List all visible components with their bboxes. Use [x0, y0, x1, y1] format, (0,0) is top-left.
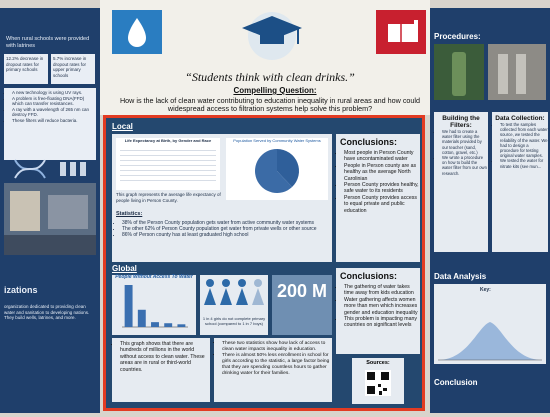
stat-box-1	[4, 54, 48, 84]
dna-icon	[10, 158, 90, 180]
global-right-text-box	[214, 338, 332, 402]
local-conclusions	[336, 134, 420, 262]
icons-caption: 1 in 4 girls do not complete primary school (compared to 1 in 7 boys)	[202, 316, 266, 326]
left-bullet: • A ray with a wavelength of 265 nm can destroy FFD.	[12, 107, 96, 118]
left-bullet: • These filters will reduce bacteria.	[12, 118, 96, 124]
left-bullet: • A problem is free-floating DNA(FFD) which can transfer resistances.	[12, 96, 96, 107]
right-poster-panel	[430, 8, 550, 413]
left-heading: When rural schools were provided with latrines	[6, 36, 90, 49]
sdg-education-logo	[376, 10, 426, 54]
data-collection-title: Data Collection:	[495, 115, 545, 122]
table-title: Life Expectancy at Birth, by Gender and Race	[124, 138, 212, 143]
girls-icons-box	[200, 275, 268, 335]
life-expectancy-table	[116, 138, 220, 190]
bar-chart-box	[112, 275, 196, 335]
left-bottom-heading: izations	[4, 285, 38, 295]
global-point: • These two statistics show how lack of access to clean water impacts inequality in education.	[222, 341, 332, 353]
conclusion-item: • Person County provides healthy, safe water to its residents	[344, 182, 420, 195]
building-filters-box	[434, 112, 488, 252]
sources-box	[352, 358, 404, 404]
building-step: • We wrote a procedure on how to build the water filter from our own research.	[442, 155, 488, 176]
conclusion-item: • Person County provides access to equal private and public education	[344, 195, 420, 214]
pie-chart	[226, 144, 328, 198]
conclusion-item: • Water gathering affects women more than men which increases gender and education inequality	[344, 297, 420, 316]
data-analysis-title: Data Analysis	[434, 272, 487, 281]
sources-title: Sources:	[366, 360, 390, 366]
table-grid	[120, 146, 216, 184]
building-title: Building the Filters:	[442, 115, 480, 129]
global-header: Global	[112, 264, 137, 273]
bar	[138, 309, 146, 326]
bar	[125, 285, 133, 327]
big-number-box	[272, 275, 332, 335]
local-header: Local	[112, 122, 133, 131]
building-step: • We had to create a water filter using the materials provided by our teacher (sand, cotton, gravel, etc.)	[442, 129, 488, 155]
compelling-question-text: How is the lack of clean water contributing to education inequality in rural areas and how could widespread access to filtration systems help solve this problem?	[119, 96, 421, 114]
analysis-chart-box	[434, 284, 546, 364]
people-icons	[200, 275, 268, 311]
pie-title: Population Served by Community Water Systems	[233, 138, 321, 143]
global-left-text: • This graph shows that there are hundreds of millions in the world without access to clean water. These areas are in rural or third-world countries.	[120, 341, 210, 373]
main-poster	[103, 115, 425, 411]
local-conclusions-title: Conclusions:	[340, 137, 398, 147]
sdg-water-logo	[112, 10, 162, 54]
conclusion-item: • The gathering of water takes time away from kids education	[344, 284, 420, 297]
global-left-text-box	[112, 338, 210, 402]
data-step: • We tested the water for nitrate kits (see mun...	[500, 158, 548, 168]
bar	[151, 322, 159, 327]
stat-item: • 86% of Person county has at least graduated high school	[122, 232, 334, 238]
conclusion-title: Conclusion	[434, 378, 478, 387]
global-conclusions	[336, 268, 420, 354]
data-collection-box	[492, 112, 548, 252]
left-bullet: • A new technology is using UV rays.	[12, 90, 96, 96]
book-pencil-icon	[376, 10, 426, 54]
bar-chart-title: People Without Access To Water	[115, 274, 193, 280]
filter-photo-1	[434, 44, 484, 100]
table-caption: This graph represents the average life expectancy of people living in Person County.	[116, 192, 221, 203]
left-poster-panel	[0, 8, 100, 413]
water-drop-icon	[112, 10, 162, 54]
data-step: • To test the samples collected from each water source, we tested the reliability of the water. We had to design a procedure for testing original water samples.	[500, 122, 548, 158]
classroom-photo	[4, 183, 96, 255]
conclusion-item: • Most people in Person County have uncontaminated water	[344, 150, 420, 163]
bar	[177, 324, 185, 327]
graduation-cap-icon	[232, 6, 312, 62]
conclusion-item: • People in Person county are as healthy as the average North Carolinian	[344, 163, 420, 182]
qr-code-icon	[352, 366, 404, 402]
stat-item: • 38% of the Person County population gets water from active community water systems	[122, 220, 334, 226]
stat-2-text: 5.7% increase in dropout rates for upper primary schools	[53, 56, 87, 78]
bar	[164, 323, 172, 327]
local-card	[112, 134, 332, 262]
conclusion-item: • This problem is impacting many countries on significant levels	[344, 316, 420, 329]
key-title: Key:	[480, 287, 491, 293]
big-number: 200 M	[276, 281, 328, 301]
compelling-question-title: Compelling Question:	[233, 86, 317, 95]
stat-1-text: 12.2% decrease in dropout rates for primary schools	[6, 56, 44, 72]
global-point: • There is almost 50% less enrollment in school for girls according to the statistic, a large factor being that they are spending countless hours to gather drinking water for their families.	[222, 353, 332, 377]
global-conclusions-title: Conclusions:	[340, 271, 398, 281]
stat-item: • The other 62% of Person County population get water from private wells or other source	[122, 226, 334, 232]
procedures-title: Procedures:	[434, 32, 481, 41]
quote-text: “Students think with clean drinks.”	[185, 70, 355, 84]
pie-chart-box	[226, 138, 328, 200]
left-bottom-text: organization dedicated to providing clean water and sanitation to developing nations. They build wells, latrines, and more.	[4, 304, 90, 320]
stats-title: Statistics:	[116, 211, 143, 217]
filter-photo-2	[488, 44, 546, 100]
bar-chart	[112, 281, 196, 333]
distribution-chart	[438, 318, 542, 362]
stat-box-2	[51, 54, 95, 84]
bullet-box	[4, 88, 96, 160]
